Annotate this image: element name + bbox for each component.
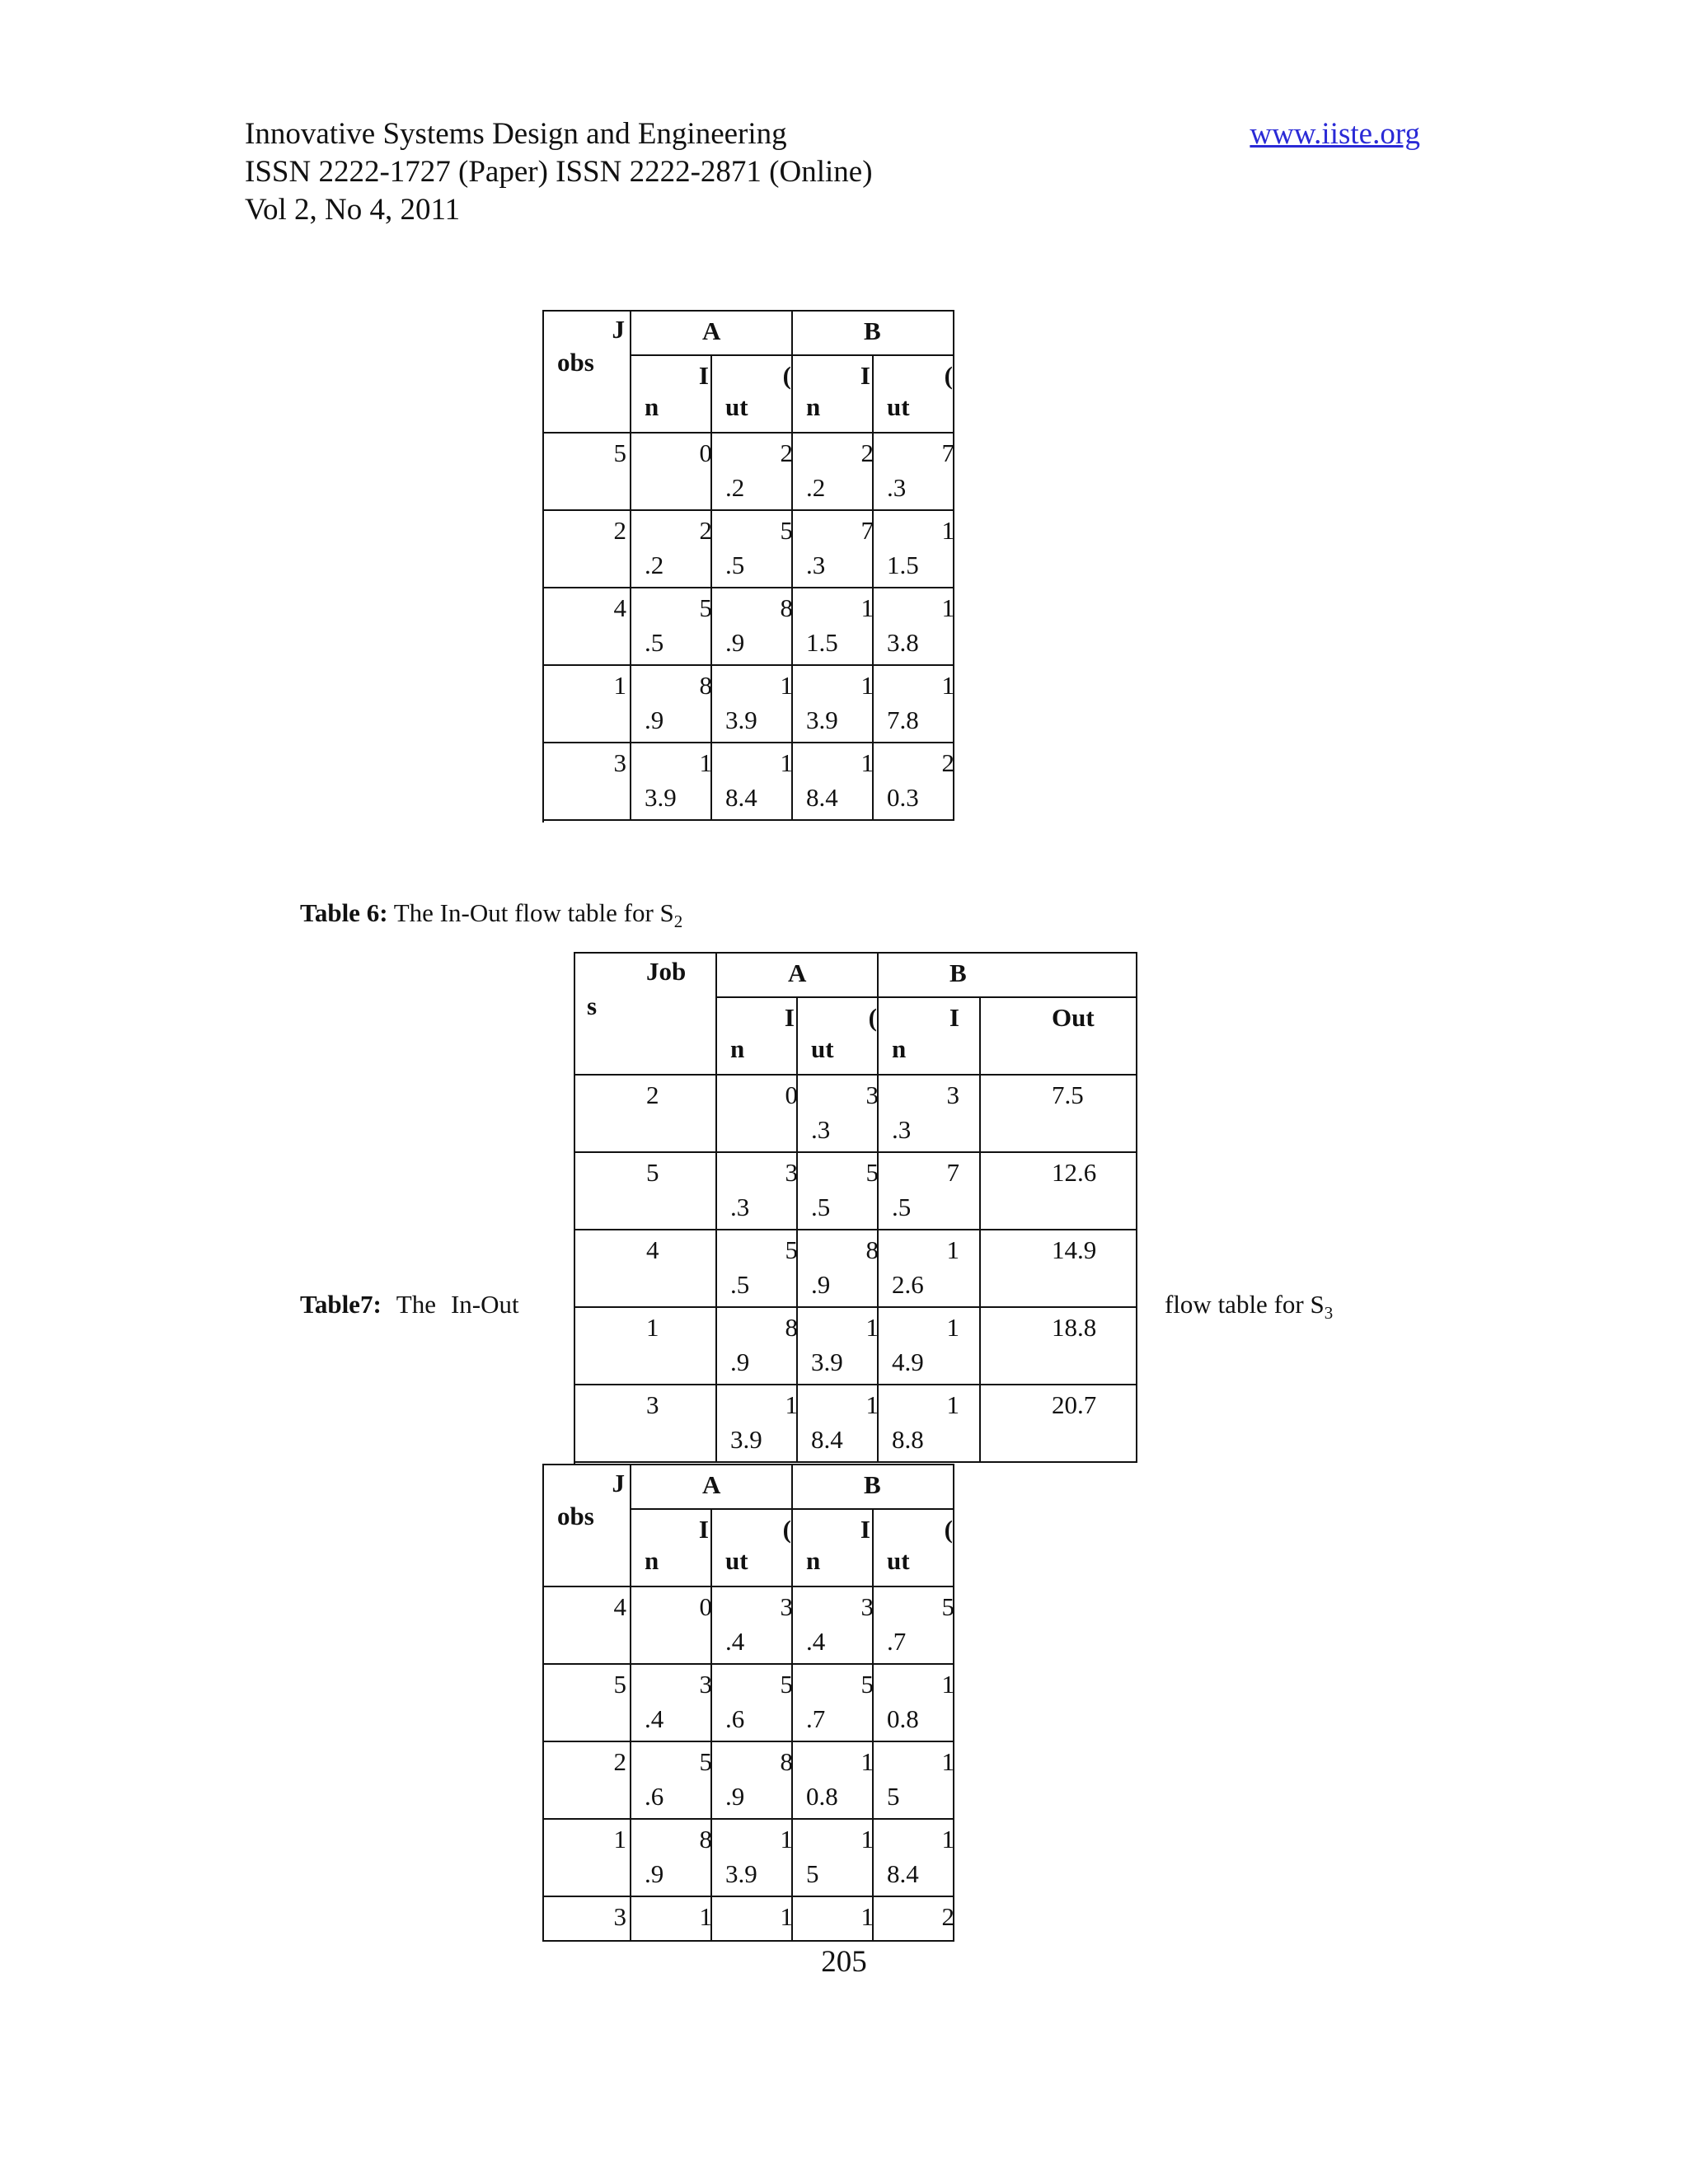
value-bottom-fragment: .3 bbox=[892, 1115, 912, 1144]
value-cell bbox=[712, 666, 793, 743]
value-top-fragment: 2 bbox=[941, 748, 954, 777]
a-out-header-cell bbox=[798, 998, 879, 1076]
out-cell bbox=[981, 1076, 1137, 1153]
out-value: 20.7 bbox=[1052, 1390, 1097, 1419]
value-top-fragment: 1 bbox=[780, 1902, 793, 1931]
job-cell bbox=[544, 434, 631, 511]
value-top-fragment: 1 bbox=[946, 1313, 959, 1342]
jobs-header-s: s bbox=[587, 991, 598, 1020]
value-top-fragment: 1 bbox=[941, 1670, 954, 1699]
b-in-header-i: I bbox=[860, 1515, 870, 1544]
value-cell bbox=[874, 1897, 954, 1942]
value-bottom-fragment: 8.8 bbox=[892, 1425, 924, 1454]
b-in-header-cell bbox=[793, 356, 874, 434]
job-number: 1 bbox=[613, 1825, 626, 1854]
value-cell bbox=[798, 1076, 879, 1153]
value-cell bbox=[717, 1308, 798, 1385]
value-bottom-fragment: .6 bbox=[645, 1782, 664, 1811]
value-top-fragment: 1 bbox=[860, 748, 874, 777]
value-bottom-fragment: 3.8 bbox=[887, 628, 919, 657]
job-number: 5 bbox=[613, 1670, 626, 1699]
job-cell bbox=[544, 588, 631, 666]
value-top-fragment: 5 bbox=[860, 1670, 874, 1699]
value-top-fragment: 7 bbox=[860, 516, 874, 545]
out-cell bbox=[981, 1153, 1137, 1230]
b-in-header-n: n bbox=[806, 392, 821, 421]
value-bottom-fragment: .9 bbox=[811, 1270, 831, 1299]
job-number: 4 bbox=[613, 1592, 626, 1621]
value-top-fragment: 1 bbox=[941, 1825, 954, 1854]
value-bottom-fragment: 8.4 bbox=[887, 1859, 919, 1888]
a-in-header-i: I bbox=[784, 1003, 795, 1032]
out-value: 12.6 bbox=[1052, 1158, 1097, 1187]
value-cell bbox=[793, 588, 874, 666]
value-bottom-fragment: .9 bbox=[725, 628, 745, 657]
value-bottom-fragment: .7 bbox=[887, 1627, 907, 1656]
value-bottom-fragment: .7 bbox=[806, 1704, 826, 1733]
value-bottom-fragment: .9 bbox=[645, 705, 664, 734]
value-top-fragment: 8 bbox=[785, 1313, 798, 1342]
job-cell bbox=[575, 1153, 717, 1230]
job-cell bbox=[544, 1820, 631, 1897]
value-cell bbox=[798, 1385, 879, 1463]
value-bottom-fragment: 4.9 bbox=[892, 1347, 924, 1376]
job-cell bbox=[544, 1742, 631, 1820]
machine-b-label: B bbox=[864, 316, 881, 345]
value-cell bbox=[793, 1665, 874, 1742]
value-top-fragment: 3 bbox=[946, 1080, 959, 1109]
job-number: 4 bbox=[613, 593, 626, 622]
value-top-fragment: 1 bbox=[860, 1747, 874, 1776]
value-cell bbox=[874, 1820, 954, 1897]
value-bottom-fragment: 1.5 bbox=[806, 628, 838, 657]
job-cell bbox=[544, 1587, 631, 1665]
value-cell bbox=[798, 1153, 879, 1230]
value-top-fragment: 1 bbox=[946, 1235, 959, 1264]
value-top-fragment: 5 bbox=[780, 516, 793, 545]
value-bottom-fragment: .4 bbox=[645, 1704, 664, 1733]
table6-caption-text: The In-Out flow table for S bbox=[393, 898, 674, 927]
value-bottom-fragment: 8.4 bbox=[725, 783, 757, 812]
value-top-fragment: 2 bbox=[941, 1902, 954, 1931]
value-cell bbox=[793, 743, 874, 821]
value-bottom-fragment: 5 bbox=[806, 1859, 819, 1888]
b-out-header-o: ( bbox=[944, 1515, 953, 1544]
value-top-fragment: 3 bbox=[699, 1670, 712, 1699]
value-top-fragment: 5 bbox=[785, 1235, 798, 1264]
value-bottom-fragment: .5 bbox=[892, 1193, 912, 1221]
value-top-fragment: 1 bbox=[941, 671, 954, 700]
value-cell bbox=[874, 1742, 954, 1820]
value-bottom-fragment: .3 bbox=[806, 551, 826, 579]
machine-b-header-cell bbox=[879, 954, 1137, 998]
out-cell bbox=[981, 1230, 1137, 1308]
value-bottom-fragment: .6 bbox=[725, 1704, 745, 1733]
job-cell bbox=[575, 1230, 717, 1308]
jobs-header-obs: obs bbox=[557, 1502, 594, 1530]
issn-line: ISSN 2222-1727 (Paper) ISSN 2222-2871 (Online) bbox=[245, 155, 873, 189]
value-top-fragment: 1 bbox=[699, 1902, 712, 1931]
value-cell bbox=[793, 1897, 874, 1942]
value-top-fragment: 2 bbox=[860, 438, 874, 467]
value-bottom-fragment: 3.9 bbox=[811, 1347, 843, 1376]
a-in-header-i: I bbox=[698, 1515, 709, 1544]
table7-caption-right bbox=[1165, 1288, 1333, 1329]
a-out-header-o: ( bbox=[782, 361, 791, 390]
value-cell bbox=[874, 666, 954, 743]
a-out-header-ut: ut bbox=[725, 1546, 748, 1575]
jobs-header-job: Job bbox=[646, 957, 687, 986]
jobs-header-j: J bbox=[612, 315, 625, 344]
job-cell bbox=[544, 743, 631, 821]
job-number: 2 bbox=[646, 1080, 659, 1109]
value-top-fragment: 5 bbox=[941, 1592, 954, 1621]
value-top-fragment: 5 bbox=[780, 1670, 793, 1699]
value-top-fragment: 1 bbox=[860, 1825, 874, 1854]
value-cell bbox=[874, 1665, 954, 1742]
table7-caption-text: flow table for S bbox=[1165, 1290, 1325, 1319]
value-top-fragment: 1 bbox=[860, 671, 874, 700]
jobs-header-j: J bbox=[612, 1469, 625, 1497]
value-top-fragment: 2 bbox=[699, 516, 712, 545]
machine-a-header-cell bbox=[631, 312, 793, 356]
value-cell bbox=[879, 1230, 981, 1308]
value-bottom-fragment: 0.3 bbox=[887, 783, 919, 812]
value-top-fragment: 8 bbox=[699, 1825, 712, 1854]
out-cell bbox=[981, 1385, 1137, 1463]
job-cell bbox=[544, 1897, 631, 1942]
value-bottom-fragment: .5 bbox=[645, 628, 664, 657]
table6-caption-subscript: 2 bbox=[673, 912, 683, 932]
volume-line: Vol 2, No 4, 2011 bbox=[245, 193, 461, 227]
b-out-header-ut: ut bbox=[887, 392, 910, 421]
value-cell bbox=[717, 1385, 798, 1463]
value-cell bbox=[631, 511, 712, 588]
value-cell bbox=[717, 1153, 798, 1230]
a-out-header-ut: ut bbox=[725, 392, 748, 421]
out-cell bbox=[981, 1308, 1137, 1385]
value-cell bbox=[631, 434, 712, 511]
a-in-header-cell bbox=[631, 1510, 712, 1587]
page-number: 205 bbox=[821, 1945, 867, 1979]
value-top-fragment: 1 bbox=[865, 1313, 879, 1342]
value-cell bbox=[717, 1076, 798, 1153]
value-bottom-fragment: .2 bbox=[806, 473, 826, 502]
job-number: 5 bbox=[646, 1158, 659, 1187]
value-top-fragment: 5 bbox=[865, 1158, 879, 1187]
value-cell bbox=[631, 666, 712, 743]
a-out-header-ut: ut bbox=[811, 1034, 834, 1063]
value-top-fragment: 5 bbox=[699, 1747, 712, 1776]
value-cell bbox=[793, 1820, 874, 1897]
value-top-fragment: 8 bbox=[865, 1235, 879, 1264]
table6-caption-label: Table 6: bbox=[300, 898, 388, 927]
value-cell bbox=[712, 588, 793, 666]
value-top-fragment: 8 bbox=[780, 593, 793, 622]
value-cell bbox=[631, 1820, 712, 1897]
value-cell bbox=[712, 743, 793, 821]
value-cell bbox=[798, 1308, 879, 1385]
value-cell bbox=[631, 1587, 712, 1665]
value-bottom-fragment: .9 bbox=[730, 1347, 750, 1376]
value-bottom-fragment: 7.8 bbox=[887, 705, 919, 734]
value-cell bbox=[712, 1897, 793, 1942]
value-bottom-fragment: 8.4 bbox=[806, 783, 838, 812]
value-bottom-fragment: 3.9 bbox=[730, 1425, 762, 1454]
value-top-fragment: 3 bbox=[780, 1592, 793, 1621]
job-cell bbox=[575, 1385, 717, 1463]
b-out-header-ut: ut bbox=[887, 1546, 910, 1575]
in-out-table-s2 bbox=[574, 952, 1137, 1465]
b-in-header-cell bbox=[879, 998, 981, 1076]
value-cell bbox=[793, 511, 874, 588]
value-cell bbox=[874, 743, 954, 821]
job-cell bbox=[544, 1665, 631, 1742]
value-bottom-fragment: .5 bbox=[811, 1193, 831, 1221]
value-cell bbox=[631, 743, 712, 821]
value-cell bbox=[793, 666, 874, 743]
value-cell bbox=[712, 511, 793, 588]
job-cell bbox=[544, 666, 631, 743]
job-number: 2 bbox=[613, 1747, 626, 1776]
value-top-fragment: 0 bbox=[699, 1592, 712, 1621]
value-bottom-fragment: .2 bbox=[645, 551, 664, 579]
out-value: 7.5 bbox=[1052, 1080, 1084, 1109]
b-in-header-cell bbox=[793, 1510, 874, 1587]
value-cell bbox=[879, 1308, 981, 1385]
value-cell bbox=[879, 1385, 981, 1463]
a-in-header-cell bbox=[717, 998, 798, 1076]
value-cell bbox=[712, 1587, 793, 1665]
job-number: 3 bbox=[613, 748, 626, 777]
value-cell bbox=[879, 1153, 981, 1230]
value-top-fragment: 7 bbox=[946, 1158, 959, 1187]
table7-caption-label: Table7: bbox=[300, 1290, 382, 1319]
value-cell bbox=[879, 1076, 981, 1153]
machine-a-header-cell bbox=[717, 954, 879, 998]
value-top-fragment: 1 bbox=[780, 671, 793, 700]
value-top-fragment: 1 bbox=[699, 748, 712, 777]
value-top-fragment: 5 bbox=[699, 593, 712, 622]
value-cell bbox=[631, 1742, 712, 1820]
value-bottom-fragment: 3.9 bbox=[725, 1859, 757, 1888]
value-cell bbox=[793, 434, 874, 511]
b-out-header-cell bbox=[981, 998, 1137, 1076]
b-out-header-cell bbox=[874, 1510, 954, 1587]
website-link[interactable]: www.iiste.org bbox=[1250, 117, 1420, 151]
value-top-fragment: 0 bbox=[785, 1080, 798, 1109]
a-out-header-o: ( bbox=[868, 1003, 877, 1032]
value-bottom-fragment: .3 bbox=[730, 1193, 750, 1221]
a-in-header-n: n bbox=[645, 1546, 659, 1575]
b-out-header-o: ( bbox=[944, 361, 953, 390]
jobs-header-cell bbox=[544, 1465, 631, 1587]
value-bottom-fragment: .3 bbox=[887, 473, 907, 502]
value-top-fragment: 1 bbox=[941, 516, 954, 545]
b-out-header-cell bbox=[874, 356, 954, 434]
value-bottom-fragment: 5 bbox=[887, 1782, 900, 1811]
machine-b-label: B bbox=[864, 1470, 881, 1499]
job-cell bbox=[544, 511, 631, 588]
value-bottom-fragment: .4 bbox=[725, 1627, 745, 1656]
value-bottom-fragment: 2.6 bbox=[892, 1270, 924, 1299]
b-in-header-n: n bbox=[892, 1034, 907, 1063]
value-cell bbox=[793, 1587, 874, 1665]
a-out-header-cell bbox=[712, 1510, 793, 1587]
machine-b-label: B bbox=[950, 958, 967, 987]
a-in-header-n: n bbox=[645, 392, 659, 421]
machine-a-label: A bbox=[702, 1470, 721, 1499]
in-out-table-s3 bbox=[542, 1464, 954, 1942]
machine-a-header-cell bbox=[631, 1465, 793, 1510]
jobs-header-cell bbox=[575, 954, 717, 1076]
value-top-fragment: 3 bbox=[785, 1158, 798, 1187]
job-number: 4 bbox=[646, 1235, 659, 1264]
machine-a-label: A bbox=[788, 958, 807, 987]
value-top-fragment: 7 bbox=[941, 438, 954, 467]
value-top-fragment: 8 bbox=[780, 1747, 793, 1776]
value-bottom-fragment: .9 bbox=[725, 1782, 745, 1811]
table6-caption bbox=[300, 897, 682, 938]
value-cell bbox=[793, 1742, 874, 1820]
value-top-fragment: 1 bbox=[941, 593, 954, 622]
table7-caption-word-inout: In-Out bbox=[450, 1290, 519, 1319]
value-bottom-fragment: .4 bbox=[806, 1627, 826, 1656]
value-cell bbox=[717, 1230, 798, 1308]
value-bottom-fragment: .5 bbox=[730, 1270, 750, 1299]
value-top-fragment: 1 bbox=[865, 1390, 879, 1419]
value-cell bbox=[874, 434, 954, 511]
out-value: 18.8 bbox=[1052, 1313, 1097, 1342]
job-cell bbox=[575, 1308, 717, 1385]
value-bottom-fragment: .3 bbox=[811, 1115, 831, 1144]
value-cell bbox=[874, 588, 954, 666]
value-top-fragment: 1 bbox=[946, 1390, 959, 1419]
value-cell bbox=[712, 1820, 793, 1897]
b-in-header-i: I bbox=[860, 361, 870, 390]
machine-b-header-cell bbox=[793, 312, 954, 356]
table7-caption-left bbox=[300, 1288, 519, 1321]
value-top-fragment: 1 bbox=[780, 748, 793, 777]
job-number: 2 bbox=[613, 516, 626, 545]
value-cell bbox=[712, 434, 793, 511]
value-top-fragment: 2 bbox=[780, 438, 793, 467]
job-number: 3 bbox=[646, 1390, 659, 1419]
value-cell bbox=[874, 1587, 954, 1665]
job-number: 3 bbox=[613, 1902, 626, 1931]
value-bottom-fragment: 0.8 bbox=[806, 1782, 838, 1811]
b-out-header-out: Out bbox=[1052, 1003, 1095, 1032]
job-number: 1 bbox=[613, 671, 626, 700]
value-top-fragment: 1 bbox=[785, 1390, 798, 1419]
value-bottom-fragment: 3.9 bbox=[806, 705, 838, 734]
value-bottom-fragment: 3.9 bbox=[645, 783, 677, 812]
value-top-fragment: 1 bbox=[860, 593, 874, 622]
machine-b-header-cell bbox=[793, 1465, 954, 1510]
job-cell bbox=[575, 1076, 717, 1153]
b-in-header-i: I bbox=[949, 1003, 959, 1032]
journal-title: Innovative Systems Design and Engineering bbox=[245, 117, 787, 151]
in-out-table-s1 bbox=[542, 310, 954, 823]
value-bottom-fragment: 0.8 bbox=[887, 1704, 919, 1733]
value-cell bbox=[712, 1665, 793, 1742]
value-cell bbox=[631, 1665, 712, 1742]
value-top-fragment: 1 bbox=[780, 1825, 793, 1854]
value-top-fragment: 3 bbox=[860, 1592, 874, 1621]
value-top-fragment: 3 bbox=[865, 1080, 879, 1109]
value-cell bbox=[631, 1897, 712, 1942]
job-number: 1 bbox=[646, 1313, 659, 1342]
value-top-fragment: 1 bbox=[860, 1902, 874, 1931]
value-cell bbox=[631, 588, 712, 666]
value-bottom-fragment: 3.9 bbox=[725, 705, 757, 734]
value-bottom-fragment: 8.4 bbox=[811, 1425, 843, 1454]
table7-caption-subscript: 3 bbox=[1324, 1303, 1334, 1324]
a-in-header-cell bbox=[631, 356, 712, 434]
a-in-header-n: n bbox=[730, 1034, 745, 1063]
machine-a-label: A bbox=[702, 316, 721, 345]
a-out-header-cell bbox=[712, 356, 793, 434]
job-number: 5 bbox=[613, 438, 626, 467]
value-bottom-fragment: .5 bbox=[725, 551, 745, 579]
jobs-header-cell bbox=[544, 312, 631, 434]
value-top-fragment: 8 bbox=[699, 671, 712, 700]
value-bottom-fragment: .9 bbox=[645, 1859, 664, 1888]
b-in-header-n: n bbox=[806, 1546, 821, 1575]
value-bottom-fragment: 1.5 bbox=[887, 551, 919, 579]
value-top-fragment: 1 bbox=[941, 1747, 954, 1776]
table7-caption-word-the: The bbox=[396, 1290, 436, 1319]
a-out-header-o: ( bbox=[782, 1515, 791, 1544]
value-bottom-fragment: .2 bbox=[725, 473, 745, 502]
value-cell bbox=[874, 511, 954, 588]
jobs-header-obs: obs bbox=[557, 348, 594, 377]
value-top-fragment: 0 bbox=[699, 438, 712, 467]
value-cell bbox=[712, 1742, 793, 1820]
out-value: 14.9 bbox=[1052, 1235, 1097, 1264]
a-in-header-i: I bbox=[698, 361, 709, 390]
value-cell bbox=[798, 1230, 879, 1308]
